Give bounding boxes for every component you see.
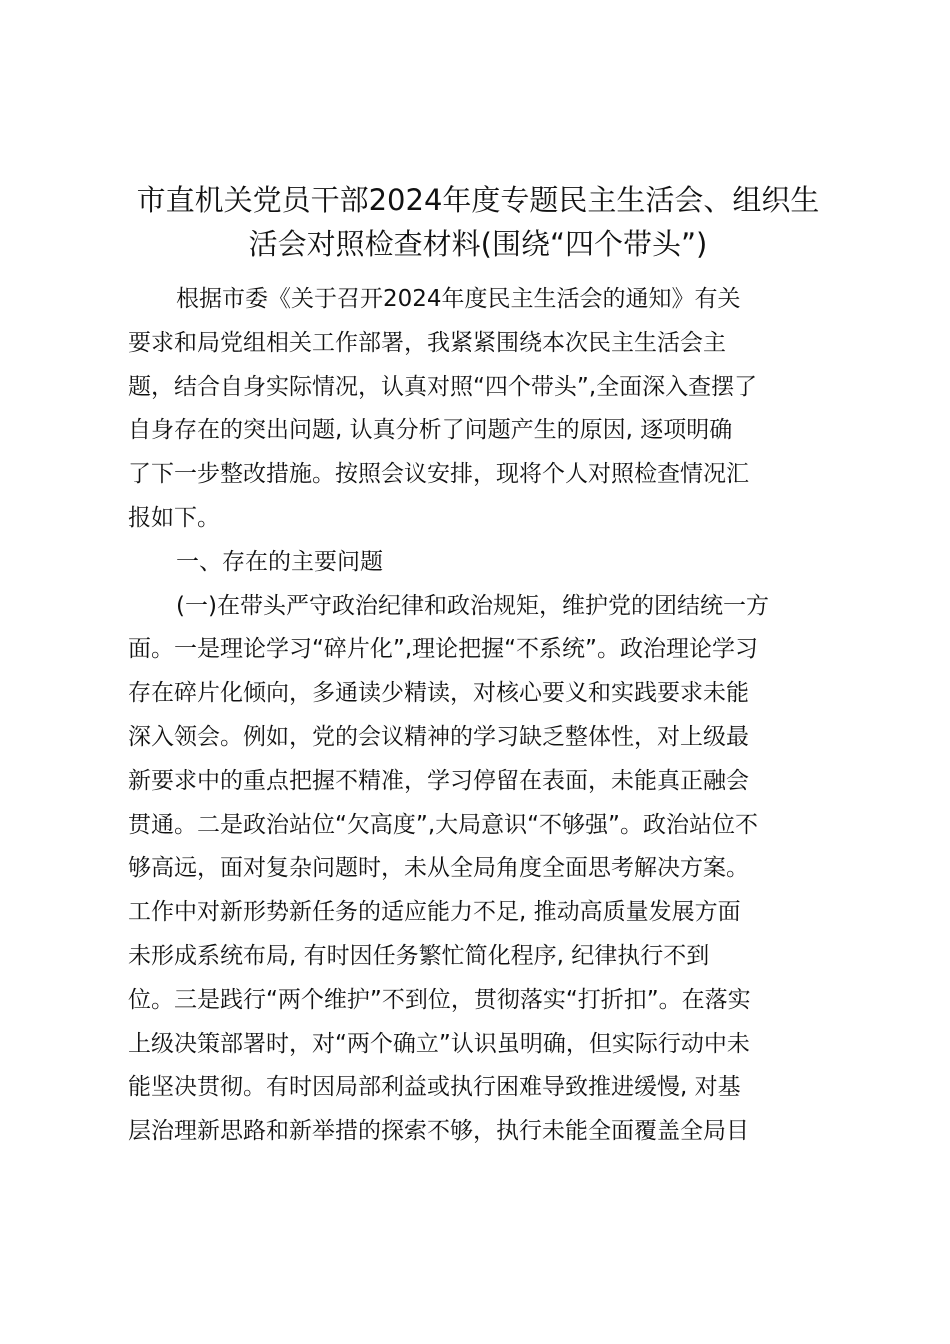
text-line: 上级决策部署时，对“两个确立”认识虽明确，但实际行动中未 [128, 1030, 750, 1057]
text-line: 层治理新思路和新举措的探索不够，执行未能全面覆盖全局目 [128, 1118, 749, 1145]
text-line: 了下一步整改措施。按照会议安排，现将个人对照检查情况汇 [128, 461, 749, 488]
text-line: 存在碎片化倾向，多通读少精读，对核心要义和实践要求未能 [128, 680, 749, 707]
text-line: 题，结合自身实际情况，认真对照“四个带头”,全面深入查摆了 [128, 373, 758, 400]
text-line: 报如下。 [128, 504, 220, 531]
text-line: 根据市委《关于召开2024年度民主生活会的通知》有关 [176, 286, 741, 312]
document-body [128, 278, 828, 1154]
section-heading-text: 一、存在的主要问题 [176, 548, 383, 575]
text-line: 新要求中的重点把握不精准，学习停留在表面，未能真正融会 [128, 767, 749, 794]
text-line: 工作中对新形势新任务的适应能力不足, 推动高质量发展方面 [128, 899, 741, 926]
text-line: 未形成系统布局, 有时因任务繁忙简化程序, 纪律执行不到 [128, 942, 710, 969]
body-paragraph [128, 585, 828, 1154]
text-line: 能坚决贯彻。有时因局部利益或执行困难导致推进缓慢, 对基 [128, 1074, 741, 1101]
intro-paragraph [128, 278, 828, 541]
text-line: 自身存在的突出问题, 认真分析了问题产生的原因, 逐项明确 [128, 417, 733, 444]
text-line: 位。三是践行“两个维护”不到位，贯彻落实“打折扣”。在落实 [128, 986, 751, 1013]
text-line: 够高远，面对复杂问题时，未从全局角度全面思考解决方案。 [128, 855, 749, 882]
text-line: 贯通。二是政治站位“欠高度”,大局意识“不够强”。政治站位不 [128, 811, 758, 838]
text-line: 深入领会。例如，党的会议精神的学习缺乏整体性，对上级最 [128, 723, 749, 750]
section-heading [128, 541, 828, 585]
title-line: 活会对照检查材料(围绕“四个带头”) [248, 227, 708, 261]
text-line: (一)在带头严守政治纪律和政治规矩，维护党的团结统一方 [176, 592, 769, 619]
document-title [118, 178, 838, 266]
text-line: 要求和局党组相关工作部署，我紧紧围绕本次民主生活会主 [128, 329, 726, 356]
title-line: 市直机关党员干部2024年度专题民主生活会、组织生 [136, 183, 820, 217]
text-line: 面。一是理论学习“碎片化”,理论把握“不系统”。政治理论学习 [128, 636, 758, 663]
